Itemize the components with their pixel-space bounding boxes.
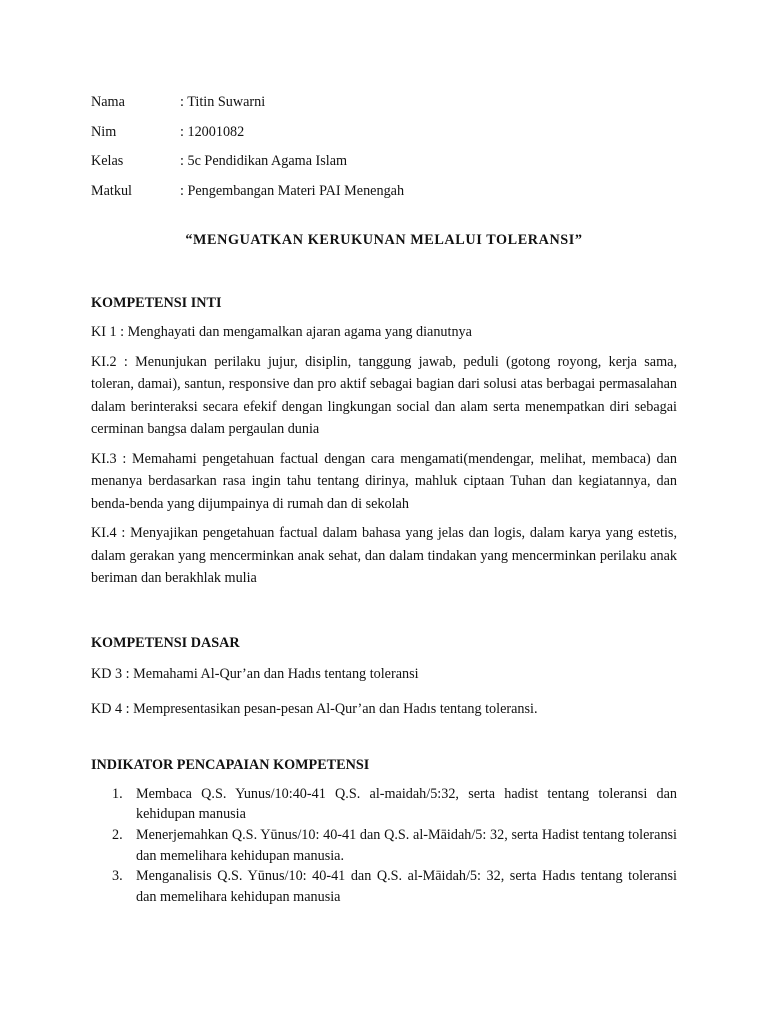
list-item bbox=[91, 825, 677, 866]
kd-4-paragraph: KD 4 : Mempresentasikan pesan-pesan Al-Qur’an dan Hadıs tentang toleransi. bbox=[91, 700, 538, 717]
info-row-nim bbox=[91, 118, 677, 148]
list-text: Menerjemahkan Q.S. Yūnus/10: 40-41 dan Q.S. al-Māidah/5: 32, serta Hadist tentang toleransi dan memelihara kehidupan manusia. bbox=[136, 826, 677, 864]
kd-3-paragraph: KD 3 : Memahami Al-Qur’an dan Hadıs tentang toleransi bbox=[91, 665, 419, 682]
ki-2-paragraph: KI.2 : Menunjukan perilaku jujur, disiplin, tanggung jawab, peduli (gotong royong, kerja sama, toleran, damai), santun, responsive dan pro aktif sebagai bagian dari solusi atas berbagai permasalahan dalam berinteraksi secara efekif dengan lingkungan social dan alam serta menempatkan diri sebagai cerminan bangsa dalam pergaulan dunia bbox=[91, 353, 677, 437]
info-label: Matkul bbox=[91, 182, 132, 199]
list-item bbox=[91, 784, 677, 825]
ki-1-paragraph: KI 1 : Menghayati dan mengamalkan ajaran agama yang dianutnya bbox=[91, 324, 472, 340]
info-value: : 12001082 bbox=[180, 123, 245, 140]
list-number: 2. bbox=[112, 826, 123, 843]
list-number: 1. bbox=[112, 785, 123, 802]
student-info bbox=[91, 88, 677, 206]
document-title: “MENGUATKAN KERUKUNAN MELALUI TOLERANSI” bbox=[185, 232, 583, 248]
section-heading-indikator: INDIKATOR PENCAPAIAN KOMPETENSI bbox=[91, 756, 370, 773]
section-heading-kompetensi-dasar: KOMPETENSI DASAR bbox=[91, 634, 240, 651]
info-value: : Titin Suwarni bbox=[180, 94, 266, 110]
indikator-list bbox=[91, 784, 677, 908]
info-row-nama bbox=[91, 88, 677, 118]
info-label: Kelas bbox=[91, 153, 124, 169]
list-item bbox=[91, 866, 677, 907]
info-value: : 5c Pendidikan Agama Islam bbox=[180, 153, 348, 169]
list-text: Menganalisis Q.S. Yūnus/10: 40-41 dan Q.S. al-Māidah/5: 32, serta Hadıs tentang toleransi dan memelihara kehidupan manusia bbox=[136, 868, 677, 906]
list-text: Membaca Q.S. Yunus/10:40-41 Q.S. al-maidah/5:32, serta hadist tentang toleransi dan kehidupan manusia bbox=[136, 785, 677, 823]
list-number: 3. bbox=[112, 868, 123, 885]
info-row-kelas bbox=[91, 147, 677, 177]
info-row-matkul bbox=[91, 177, 677, 207]
ki-3-paragraph: KI.3 : Memahami pengetahuan factual dengan cara mengamati(mendengar, melihat, membaca) dan menanya berdasarkan rasa ingin tahu tentang dirinya, mahluk ciptaan Tuhan dan kegiatannya, dan benda-benda yang dijumpainya di rumah dan di sekolah bbox=[91, 450, 677, 512]
info-label: Nim bbox=[91, 123, 117, 140]
section-heading-kompetensi-inti: KOMPETENSI INTI bbox=[91, 295, 222, 311]
ki-4-paragraph: KI.4 : Menyajikan pengetahuan factual dalam bahasa yang jelas dan logis, dalam karya yang estetis, dalam gerakan yang mencerminkan anak sehat, dan dalam tindakan yang mencerminkan perilaku anak beriman dan berakhlak mulia bbox=[91, 525, 677, 586]
info-value: : Pengembangan Materi PAI Menengah bbox=[180, 182, 405, 199]
info-label: Nama bbox=[91, 94, 125, 110]
